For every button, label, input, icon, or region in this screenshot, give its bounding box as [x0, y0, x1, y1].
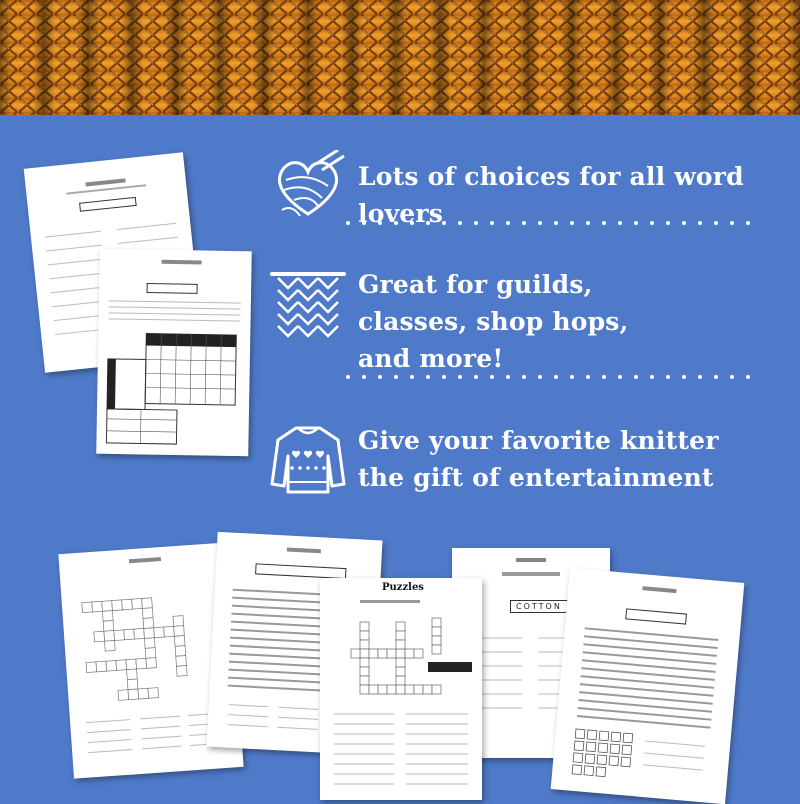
feature-text: Great for guilds, classes, shop hops, and more! [358, 270, 629, 373]
feature-text: Lots of choices for all word lovers [358, 162, 744, 228]
feature-text: Give your favorite knitter the gift of entertainment [358, 426, 719, 492]
puzzle-sheet-logic [96, 249, 252, 457]
word-maze-label: COTTON [510, 600, 568, 613]
yarn-heart-icon [270, 150, 346, 226]
dotted-divider-1 [345, 220, 755, 226]
knitting-stitches-icon [270, 266, 346, 342]
dotted-divider-2 [345, 374, 755, 380]
crossword-center-drawing [320, 578, 482, 800]
sweater-icon [270, 422, 346, 498]
logic-grid-drawing [96, 249, 252, 457]
knit-pattern-image [0, 0, 800, 115]
puzzle-sheet-crossword-center [320, 578, 482, 800]
word-search-right-drawing [551, 568, 745, 804]
puzzles-heading: Puzzles [382, 582, 424, 593]
knitted-texture-banner [0, 0, 800, 115]
puzzle-sheet-word-search-right [551, 568, 745, 804]
